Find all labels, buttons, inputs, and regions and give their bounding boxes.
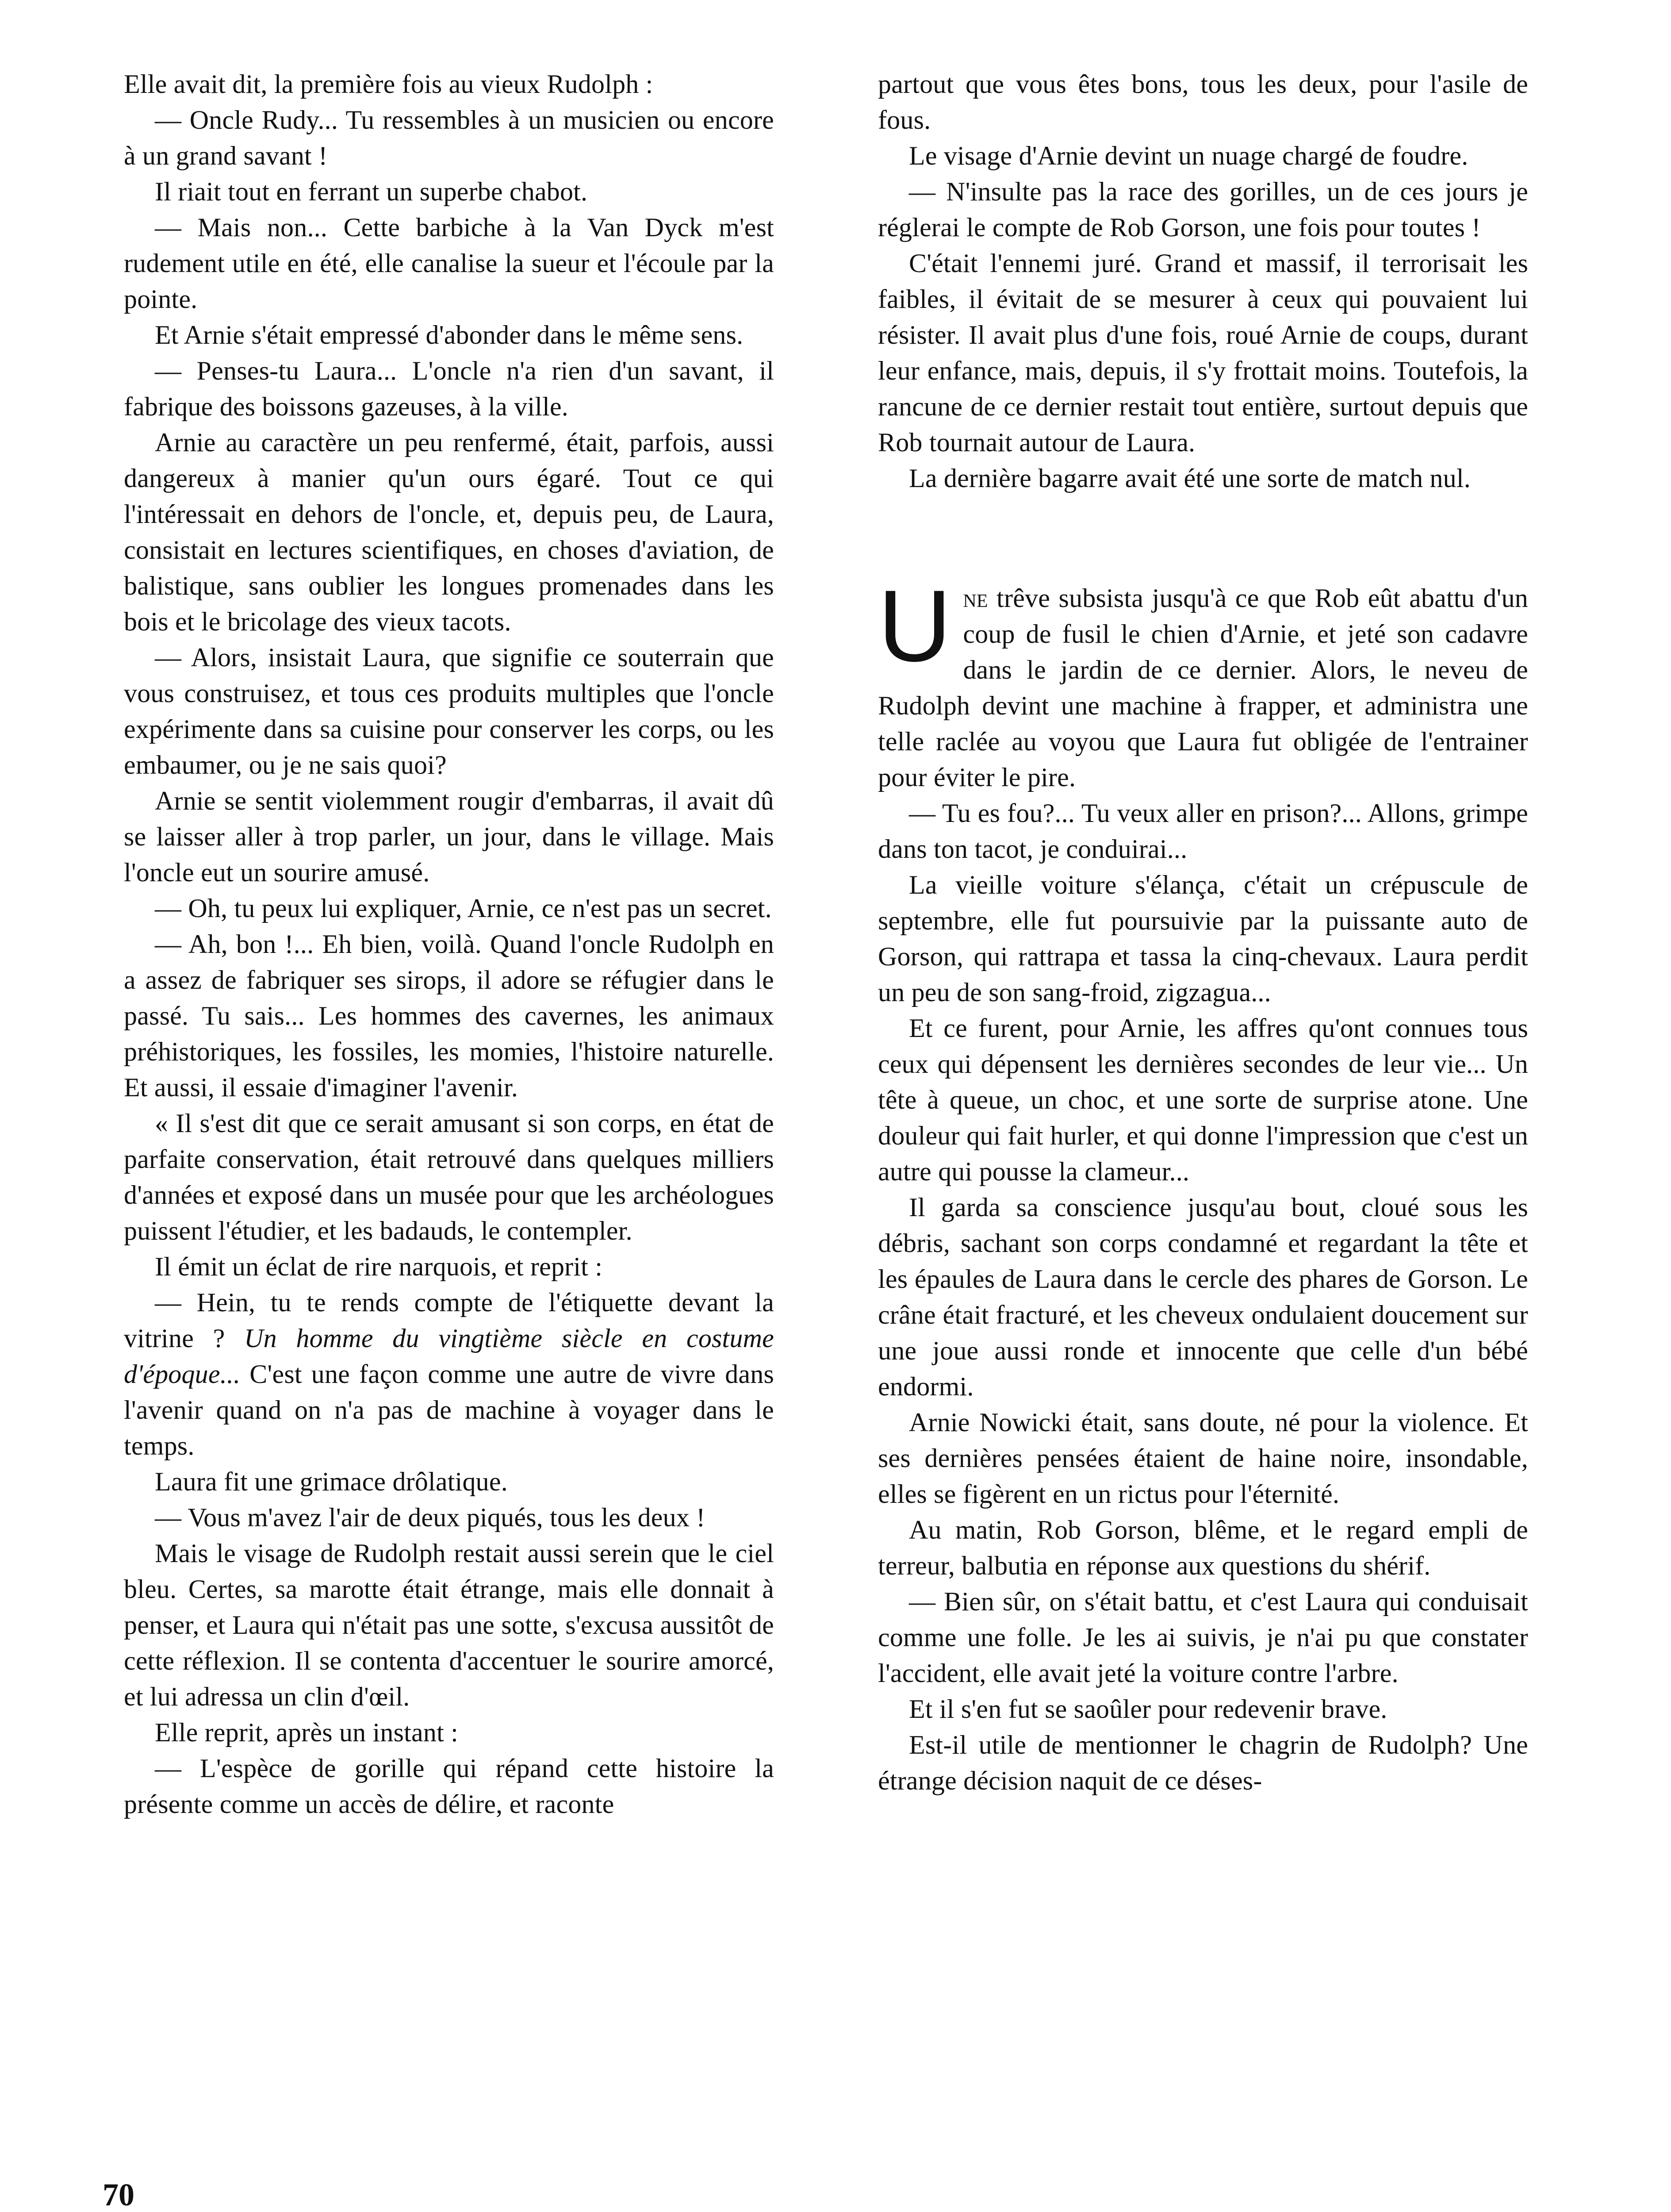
paragraph: — Tu es fou?... Tu veux aller en prison?... Allons, grimpe dans ton tacot, je conduirai... <box>878 799 1528 864</box>
paragraph: Arnie se sentit violemment rougir d'embarras, il avait dû se laisser aller à trop parler, un jour, dans le village. Mais l'oncle eut un sourire amusé. <box>124 786 774 887</box>
right-column <box>878 66 1528 1799</box>
dialogue-text: — Hein, tu te rends compte de l'étiquette devant la vitrine ? <box>124 1288 774 1353</box>
paragraph: Mais le visage de Rudolph restait aussi serein que le ciel bleu. Certes, sa marotte était étrange, mais elle donnait à penser, et Laura qui n'était pas une sotte, s'excusa aussitôt de cette réflexion. Il se contenta d'accentuer le sourire amorcé, et lui adressa un clin d'œil. <box>124 1539 774 1711</box>
paragraph: La vieille voiture s'élança, c'était un crépuscule de septembre, elle fut poursuivie par la puissante auto de Gorson, qui rattrapa et tassa la cinq-chevaux. Laura perdit un peu de son sang-froid, zigzagua... <box>878 870 1528 1007</box>
paragraph <box>124 1285 774 1464</box>
paragraph: Il riait tout en ferrant un superbe chabot. <box>155 177 588 206</box>
paragraph: Arnie Nowicki était, sans doute, né pour la violence. Et ses dernières pensées étaient de haine noire, insondable, elles se figèrent en un rictus pour l'éternité. <box>878 1408 1528 1509</box>
paragraph: Elle avait dit, la première fois au vieux Rudolph : <box>124 69 653 99</box>
paragraph: Et il s'en fut se saoûler pour redevenir brave. <box>909 1694 1387 1724</box>
paragraph: Le visage d'Arnie devint un nuage chargé de foudre. <box>909 141 1468 170</box>
dropcap-paragraph <box>878 569 1528 795</box>
paragraph: — Bien sûr, on s'était battu, et c'est Laura qui conduisait comme une folle. Je les ai suivis, je n'ai pu que constater l'accident, elle avait jeté la voiture contre l'arbre. <box>878 1587 1528 1688</box>
left-column <box>124 66 774 1822</box>
paragraph: — Penses-tu Laura... L'oncle n'a rien d'un savant, il fabrique des boissons gazeuses, à la ville. <box>124 356 774 421</box>
section-break <box>878 496 1528 580</box>
paragraph: « Il s'est dit que ce serait amusant si son corps, en état de parfaite conservation, était retrouvé dans quelques milliers d'années et exposé dans un musée pour que les archéologues puissent l'étudier, et les badauds, le contempler. <box>124 1109 774 1245</box>
paragraph: Et Arnie s'était empressé d'abonder dans le même sens. <box>155 320 744 349</box>
paragraph: Elle reprit, après un instant : <box>155 1718 459 1747</box>
drop-cap-letter: U <box>878 569 952 683</box>
paragraph-text: trêve subsista jusqu'à ce que Rob eût abattu d'un coup de fusil le chien d'Arnie, et jeté son cadavre dans le jardin de ce dernier. Alors, le neveu de Rudolph devint une machine à frapper, et administra une telle raclée au voyou que Laura fut obligée de l'entrainer pour éviter le pire. <box>878 584 1528 792</box>
paragraph: — Oncle Rudy... Tu ressembles à un musicien ou encore à un grand savant ! <box>124 105 774 170</box>
paragraph: partout que vous êtes bons, tous les deux, pour l'asile de fous. <box>878 69 1528 134</box>
dialogue-text: C'est une façon comme une autre de vivre dans l'avenir quand on n'a pas de machine à voyager dans le temps. <box>124 1359 774 1460</box>
paragraph: — N'insulte pas la race des gorilles, un de ces jours je réglerai le compte de Rob Gorson, une fois pour toutes ! <box>878 177 1528 242</box>
paragraph: Laura fit une grimace drôlatique. <box>155 1467 508 1496</box>
paragraph: — L'espèce de gorille qui répand cette histoire la présente comme un accès de délire, et raconte <box>124 1754 774 1819</box>
small-caps-text: ne <box>963 584 988 613</box>
paragraph: Et ce furent, pour Arnie, les affres qu'ont connues tous ceux qui dépensent les dernières secondes de leur vie... Un tête à queue, un choc, et une sorte de surprise atone. Une douleur qui fait hurler, et qui donne l'impression que c'est un autre qui pousse la clameur... <box>878 1014 1528 1186</box>
italic-quote: Un homme du vingtième siècle en costume d'époque... <box>124 1324 774 1389</box>
paragraph: — Ah, bon !... Eh bien, voilà. Quand l'oncle Rudolph en a assez de fabriquer ses sirops, il adore se réfugier dans le passé. Tu sais... Les hommes des cavernes, les animaux préhistoriques, les fossiles, les momies, l'histoire naturelle. Et aussi, il essaie d'imaginer l'avenir. <box>124 929 774 1102</box>
paragraph: La dernière bagarre avait été une sorte de match nul. <box>909 464 1471 493</box>
paragraph: Au matin, Rob Gorson, blême, et le regard empli de terreur, balbutia en réponse aux questions du shérif. <box>878 1515 1528 1580</box>
paragraph: Est-il utile de mentionner le chagrin de Rudolph? Une étrange décision naquit de ce déses- <box>878 1730 1528 1795</box>
paragraph: Arnie au caractère un peu renfermé, était, parfois, aussi dangereux à manier qu'un ours égaré. Tout ce qui l'intéressait en dehors de l'oncle, et, depuis peu, de Laura, consistait en lectures scientifiques, en choses d'aviation, de balistique, sans oublier les longues promenades dans les bois et le bricolage des vieux tacots. <box>124 428 774 636</box>
paragraph: — Mais non... Cette barbiche à la Van Dyck m'est rudement utile en été, elle canalise la sueur et l'écoule par la pointe. <box>124 213 774 314</box>
paragraph: — Alors, insistait Laura, que signifie ce souterrain que vous construisez, et tous ces produits multiples que l'oncle expérimente dans sa cuisine pour conserver les corps, ou les embaumer, ou je ne sais quoi? <box>124 643 774 780</box>
paragraph: C'était l'ennemi juré. Grand et massif, il terrorisait les faibles, il évitait de se mesurer à ceux qui pouvaient lui résister. Il avait plus d'une fois, roué Arnie de coups, durant leur enfance, mais, depuis, il s'y frottait moins. Toutefois, la rancune de ce dernier restait tout entière, surtout depuis que Rob tournait autour de Laura. <box>878 249 1528 457</box>
paragraph: Il émit un éclat de rire narquois, et reprit : <box>155 1252 603 1281</box>
paragraph: — Vous m'avez l'air de deux piqués, tous les deux ! <box>155 1503 705 1532</box>
paragraph: — Oh, tu peux lui expliquer, Arnie, ce n'est pas un secret. <box>155 894 772 923</box>
paragraph: Il garda sa conscience jusqu'au bout, cloué sous les débris, sachant son corps condamné et regardant la tête et les épaules de Laura dans le cercle des phares de Gorson. Le crâne était fracturé, et les cheveux ondulaient doucement sur une joue aussi ronde et innocente que celle d'un bébé endormi. <box>878 1193 1528 1401</box>
page-number: 70 <box>103 2177 134 2212</box>
